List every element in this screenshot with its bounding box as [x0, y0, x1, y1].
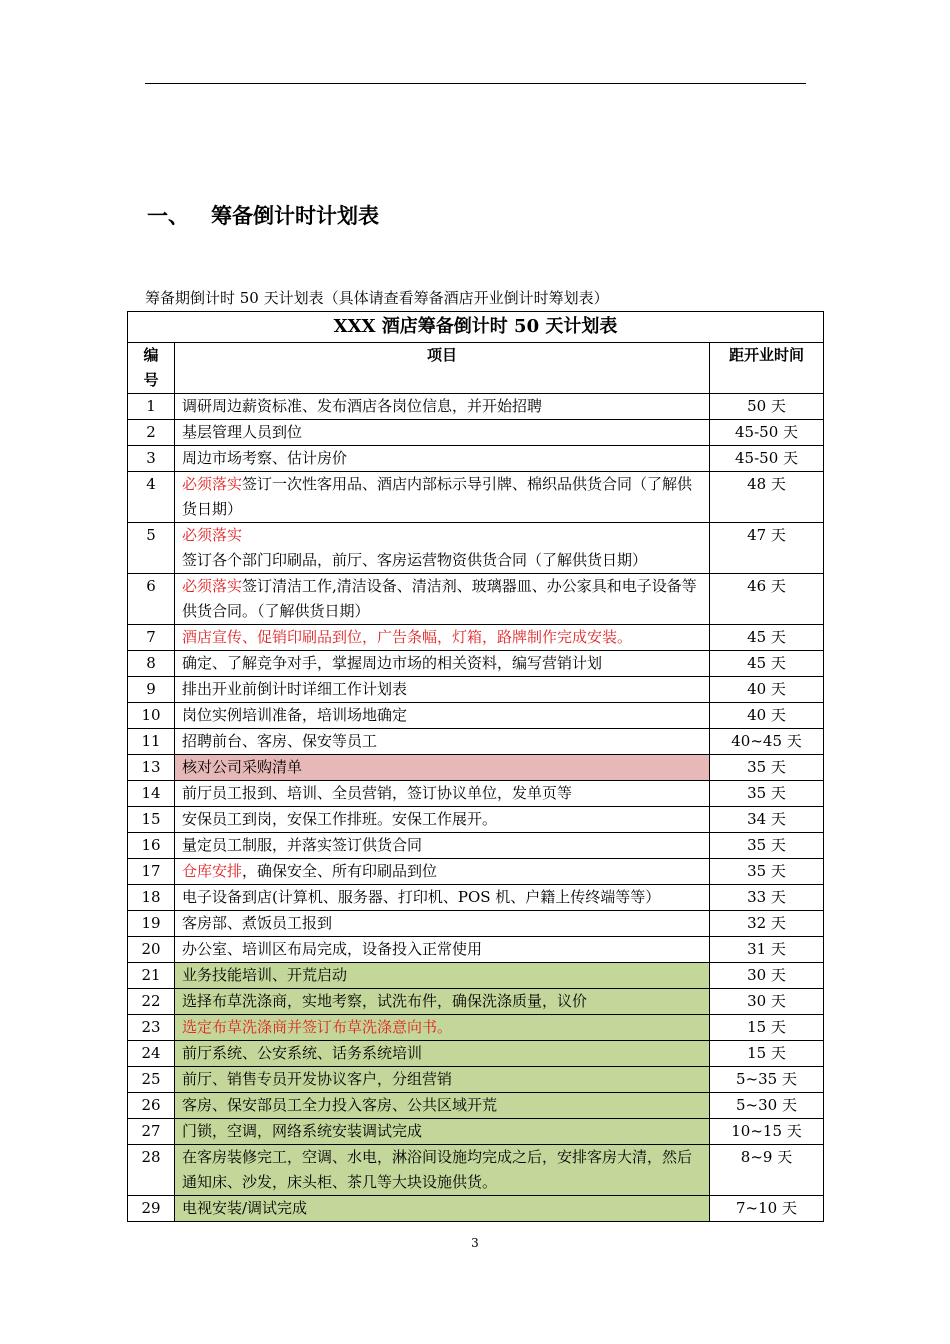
row-number: 4	[128, 472, 175, 523]
item-text: 量定员工制服，并落实签订供货合同	[182, 836, 423, 854]
table-row	[128, 703, 824, 729]
countdown-plan-table	[127, 311, 824, 1222]
row-number: 25	[128, 1067, 175, 1093]
row-item	[175, 651, 710, 677]
table-row	[128, 911, 824, 937]
row-number: 7	[128, 625, 175, 651]
row-number: 22	[128, 989, 175, 1015]
row-item	[175, 781, 710, 807]
table-row	[128, 1015, 824, 1041]
row-number: 11	[128, 729, 175, 755]
row-number: 10	[128, 703, 175, 729]
row-days: 35 天	[710, 859, 824, 885]
table-row	[128, 781, 824, 807]
row-days: 30 天	[710, 963, 824, 989]
row-item	[175, 911, 710, 937]
row-days: 34 天	[710, 807, 824, 833]
item-text-highlight: 仓库安排	[182, 862, 243, 880]
table-row	[128, 523, 824, 574]
item-text-highlight: 必须落实	[182, 475, 243, 493]
item-text: 核对公司采购清单	[182, 758, 303, 776]
header-no: 编号	[128, 343, 175, 394]
item-text: 电子设备到店(计算机、服务器、打印机、POS 机、户籍上传终端等等）	[182, 888, 661, 906]
row-number: 27	[128, 1119, 175, 1145]
table-row	[128, 472, 824, 523]
row-item	[175, 1119, 710, 1145]
row-item	[175, 394, 710, 420]
table-row	[128, 574, 824, 625]
row-days: 45-50 天	[710, 420, 824, 446]
table-row	[128, 1196, 824, 1222]
row-item	[175, 446, 710, 472]
section-number: 一、	[147, 204, 189, 228]
row-number: 29	[128, 1196, 175, 1222]
item-text: 签订各个部门印刷品，前厅、客房运营物资供货合同（了解供货日期）	[182, 551, 648, 569]
table-row	[128, 937, 824, 963]
row-item	[175, 1041, 710, 1067]
item-text: 门锁，空调，网络系统安装调试完成	[182, 1122, 423, 1140]
section-title: 筹备倒计时计划表	[211, 204, 379, 228]
row-number: 17	[128, 859, 175, 885]
item-text: ，确保安全、所有印刷品到位	[242, 862, 438, 880]
row-item	[175, 1196, 710, 1222]
row-item	[175, 729, 710, 755]
table-caption: 筹备期倒计时 50 天计划表（具体请查看筹备酒店开业倒计时筹划表）	[145, 289, 609, 307]
row-item	[175, 472, 710, 523]
row-item	[175, 963, 710, 989]
row-days: 31 天	[710, 937, 824, 963]
row-number: 5	[128, 523, 175, 574]
item-text: 前厅、销售专员开发协议客户，分组营销	[182, 1070, 453, 1088]
section-heading	[147, 200, 379, 230]
row-days: 33 天	[710, 885, 824, 911]
item-text: 电视安装/调试完成	[182, 1199, 308, 1217]
row-days: 40 天	[710, 677, 824, 703]
item-text: 岗位实例培训准备，培训场地确定	[182, 706, 408, 724]
item-text: 排出开业前倒计时详细工作计划表	[182, 680, 408, 698]
item-text: 调研周边薪资标准、发布酒店各岗位信息，并开始招聘	[182, 397, 543, 415]
row-number: 8	[128, 651, 175, 677]
row-number: 2	[128, 420, 175, 446]
row-number: 28	[128, 1145, 175, 1196]
table-row	[128, 677, 824, 703]
table-row	[128, 859, 824, 885]
table-row	[128, 807, 824, 833]
header-item: 项目	[175, 343, 710, 394]
item-text-highlight: 必须落实	[182, 577, 243, 595]
item-text-highlight: 选定布草洗涤商并签订布草洗涤意向书。	[182, 1018, 453, 1036]
row-days: 50 天	[710, 394, 824, 420]
row-days: 40 天	[710, 703, 824, 729]
table-row	[128, 729, 824, 755]
row-item	[175, 755, 710, 781]
row-days: 7~10 天	[710, 1196, 824, 1222]
row-days: 30 天	[710, 989, 824, 1015]
row-days: 5~30 天	[710, 1093, 824, 1119]
row-days: 45 天	[710, 651, 824, 677]
row-number: 26	[128, 1093, 175, 1119]
item-text: 签订一次性客用品、酒店内部标示导引牌、棉织品供货合同（了解供货日期）	[182, 475, 693, 518]
row-days: 47 天	[710, 523, 824, 574]
row-item	[175, 703, 710, 729]
row-days: 8~9 天	[710, 1145, 824, 1196]
row-number: 16	[128, 833, 175, 859]
row-number: 21	[128, 963, 175, 989]
row-days: 45 天	[710, 625, 824, 651]
table-row	[128, 1067, 824, 1093]
table-row	[128, 446, 824, 472]
row-days: 35 天	[710, 781, 824, 807]
item-text: 安保员工到岗，安保工作排班。安保工作展开。	[182, 810, 498, 828]
header-days: 距开业时间	[710, 343, 824, 394]
table-row	[128, 1041, 824, 1067]
item-text: 办公室、培训区布局完成，设备投入正常使用	[182, 940, 483, 958]
row-number: 24	[128, 1041, 175, 1067]
item-text: 客房部、煮饭员工报到	[182, 914, 333, 932]
row-days: 45-50 天	[710, 446, 824, 472]
item-text: 招聘前台、客房、保安等员工	[182, 732, 378, 750]
row-item	[175, 885, 710, 911]
row-item	[175, 1093, 710, 1119]
table-row	[128, 989, 824, 1015]
row-days: 5~35 天	[710, 1067, 824, 1093]
row-days: 48 天	[710, 472, 824, 523]
item-text: 前厅系统、公安系统、话务系统培训	[182, 1044, 423, 1062]
row-item	[175, 937, 710, 963]
row-item	[175, 1015, 710, 1041]
table-row	[128, 833, 824, 859]
table-row	[128, 885, 824, 911]
table-header-row	[128, 343, 824, 394]
row-item	[175, 574, 710, 625]
row-number: 14	[128, 781, 175, 807]
table-row	[128, 394, 824, 420]
row-days: 15 天	[710, 1015, 824, 1041]
row-days: 46 天	[710, 574, 824, 625]
row-days: 15 天	[710, 1041, 824, 1067]
row-number: 1	[128, 394, 175, 420]
table-row	[128, 420, 824, 446]
row-days: 32 天	[710, 911, 824, 937]
row-number: 20	[128, 937, 175, 963]
row-item	[175, 807, 710, 833]
table-title: XXX 酒店筹备倒计时 50 天计划表	[128, 312, 824, 343]
row-item	[175, 1145, 710, 1196]
row-item	[175, 677, 710, 703]
header-rule	[145, 83, 806, 84]
row-item	[175, 859, 710, 885]
row-days: 35 天	[710, 833, 824, 859]
row-days: 40~45 天	[710, 729, 824, 755]
table-row	[128, 651, 824, 677]
item-text: 基层管理人员到位	[182, 423, 303, 441]
row-item	[175, 1067, 710, 1093]
row-number: 15	[128, 807, 175, 833]
row-item	[175, 625, 710, 651]
row-number: 23	[128, 1015, 175, 1041]
table-row	[128, 963, 824, 989]
item-text: 在客房装修完工，空调、水电，淋浴间设施均完成之后，安排客房大清，然后通知床、沙发，床头柜、茶几等大块设施供货。	[182, 1148, 693, 1191]
row-item	[175, 989, 710, 1015]
item-text: 业务技能培训、开荒启动	[182, 966, 348, 984]
row-item	[175, 420, 710, 446]
item-text: 确定、了解竞争对手，掌握周边市场的相关资料，编写营销计划	[182, 654, 603, 672]
row-number: 18	[128, 885, 175, 911]
item-text: 选择布草洗涤商，实地考察，试洗布件，确保洗涤质量，议价	[182, 992, 588, 1010]
item-text-highlight: 必须落实	[182, 526, 243, 544]
table-row	[128, 1145, 824, 1196]
table-row	[128, 1093, 824, 1119]
row-item	[175, 833, 710, 859]
row-days: 35 天	[710, 755, 824, 781]
item-text: 前厅员工报到、培训、全员营销，签订协议单位，发单页等	[182, 784, 573, 802]
table-row	[128, 755, 824, 781]
table-row	[128, 1119, 824, 1145]
item-text: 签订清洁工作,清洁设备、清洁剂、玻璃器皿、办公家具和电子设备等供货合同。（了解供货日期）	[182, 577, 697, 620]
item-text-highlight: 酒店宣传、促销印刷品到位，广告条幅，灯箱，路牌制作完成安装。	[182, 628, 633, 646]
row-number: 6	[128, 574, 175, 625]
row-number: 13	[128, 755, 175, 781]
row-number: 3	[128, 446, 175, 472]
page-number: 3	[471, 1236, 479, 1250]
row-days: 10~15 天	[710, 1119, 824, 1145]
row-item	[175, 523, 710, 574]
item-text: 客房、保安部员工全力投入客房、公共区域开荒	[182, 1096, 498, 1114]
table-row	[128, 625, 824, 651]
row-number: 19	[128, 911, 175, 937]
item-text: 周边市场考察、估计房价	[182, 449, 348, 467]
row-number: 9	[128, 677, 175, 703]
